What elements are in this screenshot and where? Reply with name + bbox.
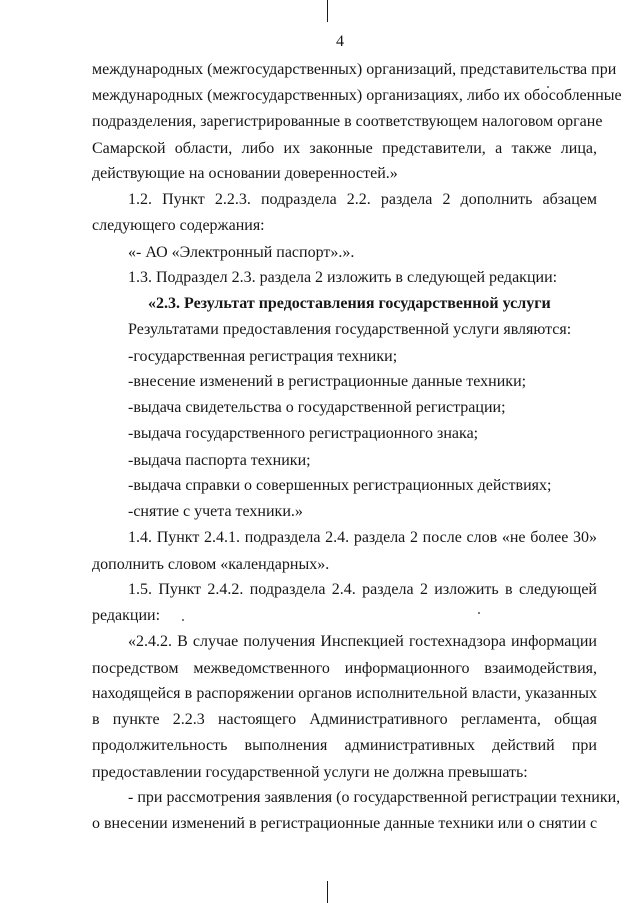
paragraph-line: 1.3. Подраздел 2.3. раздела 2 изложить в следующей редакции:: [128, 269, 558, 286]
paragraph-line: следующего содержания:: [92, 217, 265, 234]
paragraph-line: в пункте 2.2.3 настоящего Административного регламента, общая: [92, 711, 597, 728]
paragraph-line: посредством межведомственного информационного взаимодействия,: [92, 660, 597, 677]
list-item: -государственная регистрация техники;: [128, 348, 398, 365]
paragraph-line: о внесении изменений в регистрационные данные техники или о снятии с: [92, 815, 598, 832]
paragraph-line: Самарской области, либо их законные представители, а также лица,: [92, 140, 597, 157]
fold-mark-bottom: [327, 881, 328, 903]
page-number: 4: [336, 33, 344, 50]
paragraph-line: 1.5. Пункт 2.4.2. подраздела 2.4. раздела 2 изложить в следующей: [128, 581, 597, 598]
list-item: -выдача государственного регистрационного знака;: [128, 425, 479, 442]
scan-speck: [478, 612, 480, 614]
paragraph-line: продолжительность выполнения административных действий при: [92, 737, 597, 754]
paragraph-line: действующие на основании доверенностей.»: [92, 165, 398, 182]
list-item: -внесение изменений в регистрационные данные техники;: [128, 373, 527, 390]
paragraph-line: международных (межгосударственных) организаций, представительства при: [92, 61, 617, 78]
list-item: -выдача паспорта техники;: [128, 452, 311, 469]
paragraph-line: международных (межгосударственных) организациях, либо их обособленные: [92, 87, 622, 104]
paragraph-line: подразделения, зарегистрированные в соответствующем налоговом органе: [92, 113, 603, 130]
paragraph-line: 1.4. Пункт 2.4.1. подраздела 2.4. раздела 2 после слов «не более 30»: [128, 529, 597, 546]
paragraph-line: Результатами предоставления государственной услуги являются:: [128, 321, 572, 338]
paragraph-line: 1.2. Пункт 2.2.3. подраздела 2.2. раздела 2 дополнить абзацем: [128, 191, 597, 208]
section-heading: «2.3. Результат предоставления государственной услуги: [148, 295, 551, 312]
paragraph-line: «2.4.2. В случае получения Инспекцией гостехнадзора информации: [128, 633, 597, 650]
list-item: -выдача свидетельства о государственной регистрации;: [128, 399, 506, 416]
paragraph-line: «- АО «Электронный паспорт».».: [128, 244, 355, 261]
paragraph-line: - при рассмотрения заявления (о государственной регистрации техники,: [128, 789, 621, 806]
list-item: -снятие с учета техники.»: [128, 503, 303, 520]
list-item: -выдача справки о совершенных регистрационных действиях;: [128, 477, 552, 494]
scan-speck: [182, 619, 184, 621]
paragraph-line: предоставлении государственной услуги не должна превышать:: [92, 764, 528, 781]
paragraph-line: находящейся в распоряжении органов исполнительной власти, указанных: [92, 685, 597, 702]
fold-mark-top: [327, 0, 328, 22]
paragraph-line: редакции:: [92, 607, 161, 624]
paragraph-line: дополнить словом «календарных».: [92, 556, 330, 573]
